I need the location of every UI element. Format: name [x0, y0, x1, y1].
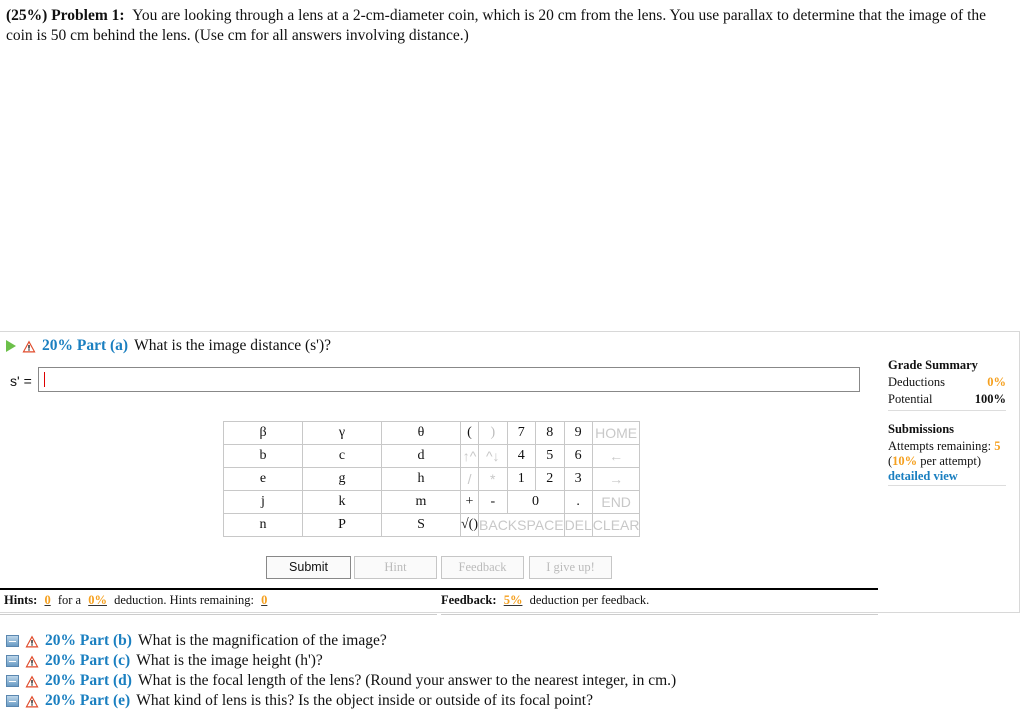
give-up-button[interactable]: I give up! [529, 556, 612, 579]
key-d[interactable]: d [382, 445, 461, 468]
per-attempt-line: (10% per attempt) [888, 454, 982, 468]
collapse-toggle-icon[interactable] [6, 675, 19, 687]
hints-info: Hints: 0 for a 0% deduction. Hints remaining: 0 [4, 593, 271, 608]
key-8[interactable]: 8 [536, 422, 565, 445]
other-parts-list [6, 631, 676, 711]
key-g[interactable]: g [303, 468, 382, 491]
attempts-label: Attempts remaining: [888, 439, 992, 453]
detailed-view-link[interactable]: detailed view [888, 469, 1006, 486]
key-close-paren[interactable]: ) [479, 422, 508, 445]
key-del[interactable]: DEL [564, 514, 592, 537]
feedback-info: Feedback: 5% deduction per feedback. [441, 593, 650, 607]
key-5[interactable]: 5 [536, 445, 565, 468]
part-c-percent: 20% Part (c) [45, 652, 131, 669]
grade-summary-title: Grade Summary [888, 358, 978, 372]
collapse-toggle-icon[interactable] [6, 635, 19, 647]
problem-percent: (25%) [6, 7, 48, 24]
key-subscript-down[interactable]: ^↓ [479, 445, 508, 468]
part-b-header[interactable] [6, 631, 676, 651]
key-plus[interactable]: + [461, 491, 479, 514]
key-P[interactable]: P [303, 514, 382, 537]
answer-label: s' = [10, 373, 32, 389]
equation-keypad [223, 421, 640, 537]
submissions-title: Submissions [888, 422, 955, 436]
collapse-toggle-icon[interactable] [6, 695, 19, 707]
deductions-value: 0% [987, 375, 1006, 389]
key-home[interactable]: HOME [592, 422, 640, 445]
part-b-percent: 20% Part (b) [45, 632, 132, 649]
part-a-percent: 20% Part (a) [42, 337, 129, 354]
part-a-header[interactable] [6, 337, 331, 355]
submissions-panel [888, 422, 1006, 486]
hints-label: Hints: [4, 593, 38, 607]
deductions-label: Deductions [888, 375, 945, 389]
key-7[interactable]: 7 [507, 422, 536, 445]
warning-icon [25, 655, 39, 668]
problem-text: You are looking through a lens at a 2-cm-diameter coin, which is 20 cm from the lens. You use parallax to determine that the image of the coin is 50 cm behind the lens. (Use cm for all answers involving distance.) [6, 7, 987, 44]
key-right-arrow[interactable]: → [592, 468, 640, 491]
hints-remaining: 0 [261, 593, 268, 607]
submit-button[interactable]: Submit [266, 556, 351, 579]
per-attempt-percent: 10% [892, 454, 918, 468]
deductions-row [888, 375, 1006, 390]
hint-button[interactable]: Hint [354, 556, 437, 579]
key-open-paren[interactable]: ( [461, 422, 479, 445]
warning-icon [25, 695, 39, 708]
grade-summary [888, 358, 1006, 411]
divider [0, 614, 437, 615]
divider [441, 614, 878, 615]
key-9[interactable]: 9 [564, 422, 592, 445]
problem-label: Problem 1: [51, 7, 125, 24]
key-left-arrow[interactable]: ← [592, 445, 640, 468]
key-6[interactable]: 6 [564, 445, 592, 468]
part-c-question: What is the image height (h')? [136, 652, 323, 669]
key-clear[interactable]: CLEAR [592, 514, 640, 537]
per-attempt-text: per attempt) [920, 454, 982, 468]
part-e-percent: 20% Part (e) [45, 692, 131, 709]
divider [0, 588, 878, 590]
part-c-header[interactable] [6, 651, 676, 671]
key-h[interactable]: h [382, 468, 461, 491]
problem-statement [6, 6, 1016, 46]
part-d-question: What is the focal length of the lens? (Round your answer to the nearest integer, in cm.) [137, 672, 677, 689]
attempts-line [888, 439, 1006, 454]
key-4[interactable]: 4 [507, 445, 536, 468]
key-theta[interactable]: θ [382, 422, 461, 445]
collapse-toggle-icon[interactable] [6, 655, 19, 667]
key-2[interactable]: 2 [536, 468, 565, 491]
key-k[interactable]: k [303, 491, 382, 514]
key-superscript-up[interactable]: ↑^ [461, 445, 479, 468]
key-n[interactable]: n [224, 514, 303, 537]
warning-icon [25, 675, 39, 688]
hints-deduction-percent: 0% [88, 593, 107, 607]
feedback-button[interactable]: Feedback [441, 556, 524, 579]
part-e-question: What kind of lens is this? Is the object inside or outside of its focal point? [136, 692, 593, 709]
key-3[interactable]: 3 [564, 468, 592, 491]
key-divide[interactable]: / [461, 468, 479, 491]
warning-icon [25, 635, 39, 648]
expand-arrow-icon[interactable] [6, 340, 16, 352]
warning-icon [22, 340, 36, 353]
potential-row [888, 392, 1006, 411]
part-a-panel [0, 331, 1020, 613]
key-0[interactable]: 0 [507, 491, 564, 514]
key-1[interactable]: 1 [507, 468, 536, 491]
key-end[interactable]: END [592, 491, 640, 514]
part-a-question: What is the image distance (s')? [134, 337, 331, 354]
part-d-percent: 20% Part (d) [45, 672, 132, 689]
key-backspace[interactable]: BACKSPACE [479, 514, 565, 537]
key-b[interactable]: b [224, 445, 303, 468]
part-d-header[interactable] [6, 671, 676, 691]
feedback-deduction-percent: 5% [503, 593, 523, 607]
key-c[interactable]: c [303, 445, 382, 468]
key-m[interactable]: m [382, 491, 461, 514]
key-beta[interactable]: β [224, 422, 303, 445]
potential-value: 100% [974, 392, 1006, 406]
answer-input[interactable] [38, 367, 860, 392]
potential-label: Potential [888, 392, 933, 406]
feedback-label: Feedback: [441, 593, 497, 607]
key-multiply[interactable]: * [479, 468, 508, 491]
text-caret [44, 372, 45, 387]
key-gamma[interactable]: γ [303, 422, 382, 445]
key-j[interactable]: j [224, 491, 303, 514]
hints-count: 0 [44, 593, 51, 607]
key-e[interactable]: e [224, 468, 303, 491]
part-e-header[interactable] [6, 691, 676, 711]
key-decimal[interactable]: . [564, 491, 592, 514]
key-S[interactable]: S [382, 514, 461, 537]
attempts-value: 5 [994, 439, 1001, 453]
key-sqrt[interactable]: √() [461, 514, 479, 537]
part-b-question: What is the magnification of the image? [137, 632, 387, 649]
key-minus[interactable]: - [479, 491, 508, 514]
